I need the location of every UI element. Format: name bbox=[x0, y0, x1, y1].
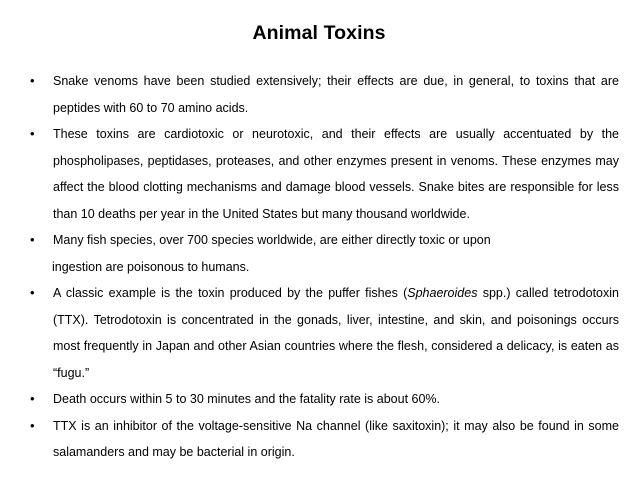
bullet-list bbox=[0, 68, 638, 466]
bullet-continuation: ingestion are poisonous to humans. bbox=[52, 259, 250, 274]
bullet-text-part: A classic example is the toxin produced by the puffer fishes ( bbox=[53, 286, 408, 300]
bullet-text bbox=[53, 280, 619, 386]
bullet-item bbox=[0, 280, 638, 386]
bullet-item bbox=[0, 386, 638, 413]
bullet-text: TTX is an inhibitor of the voltage-sensitive Na channel (like saxitoxin); it may also be found in some salamanders and may be bacterial in origin. bbox=[53, 418, 619, 459]
bullet-dot-icon: • bbox=[30, 126, 35, 141]
bullet-dot-icon: • bbox=[30, 232, 35, 247]
bullet-text: Snake venoms have been studied extensively; their effects are due, in general, to toxins that are peptides with 60 to 70 amino acids. bbox=[53, 74, 619, 115]
bullet-dot-icon: • bbox=[30, 417, 35, 433]
bullet-text-part: spp.) called tetrodotoxin (TTX). Tetrodotoxin is concentrated in the gonads, liver, intestine, and skin, and poisonings occurs most frequently in Japan and other Asian countries where the flesh, considered a delicacy, is eaten as “fugu.” bbox=[53, 286, 619, 380]
bullet-item bbox=[0, 227, 638, 280]
species-name-italic: Sphaeroides bbox=[407, 286, 478, 300]
bullet-text: Many fish species, over 700 species worldwide, are either directly toxic or upon bbox=[53, 233, 491, 247]
slide-title: Animal Toxins bbox=[252, 22, 386, 44]
bullet-dot-icon: • bbox=[30, 285, 35, 300]
bullet-text: These toxins are cardiotoxic or neurotoxic, and their effects are usually accentuated by the phospholipases, peptidases, proteases, and other enzymes present in venoms. These enzymes may affect the blood clotting mechanisms and damage blood vessels. Snake bites are responsible for less than 10 deaths per year in the United States but many thousand worldwide. bbox=[53, 127, 619, 221]
bullet-item bbox=[0, 413, 638, 466]
bullet-dot-icon: • bbox=[30, 391, 35, 406]
bullet-item bbox=[0, 68, 638, 121]
bullet-dot-icon: • bbox=[30, 73, 35, 88]
bullet-item bbox=[0, 121, 638, 227]
bullet-text: Death occurs within 5 to 30 minutes and the fatality rate is about 60%. bbox=[53, 392, 441, 406]
